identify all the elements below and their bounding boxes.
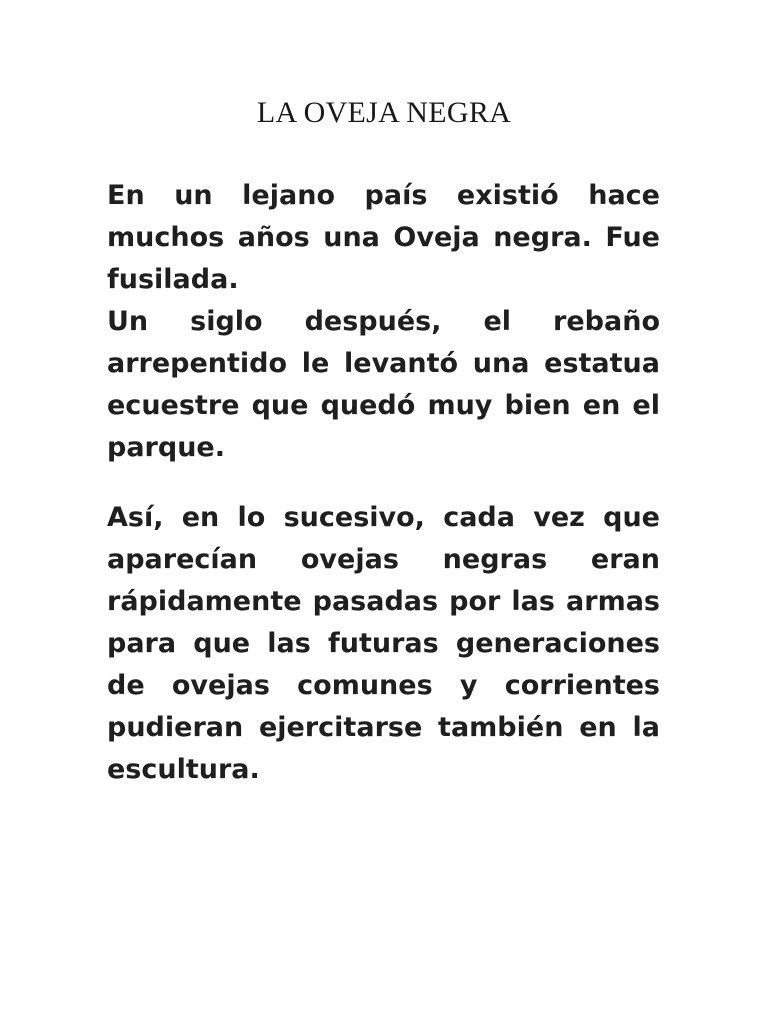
text-block-second — [107, 497, 660, 791]
text-block-first — [107, 175, 660, 469]
paragraph-1: En un lejano país existió hace muchos años una Oveja negra. Fue fusilada. — [107, 180, 660, 295]
document-title: LA OVEJA NEGRA — [256, 96, 512, 129]
paragraph-3: Así, en lo sucesivo, cada vez que aparecían ovejas negras eran rápidamente pasadas por las armas para que las futuras generaciones de ovejas comunes y corrientes pudieran ejercitarse también en la escultura. — [107, 502, 660, 785]
paragraph-2: Un siglo después, el rebaño arrepentido le levantó una estatua ecuestre que quedó muy bien en el parque. — [107, 306, 660, 463]
